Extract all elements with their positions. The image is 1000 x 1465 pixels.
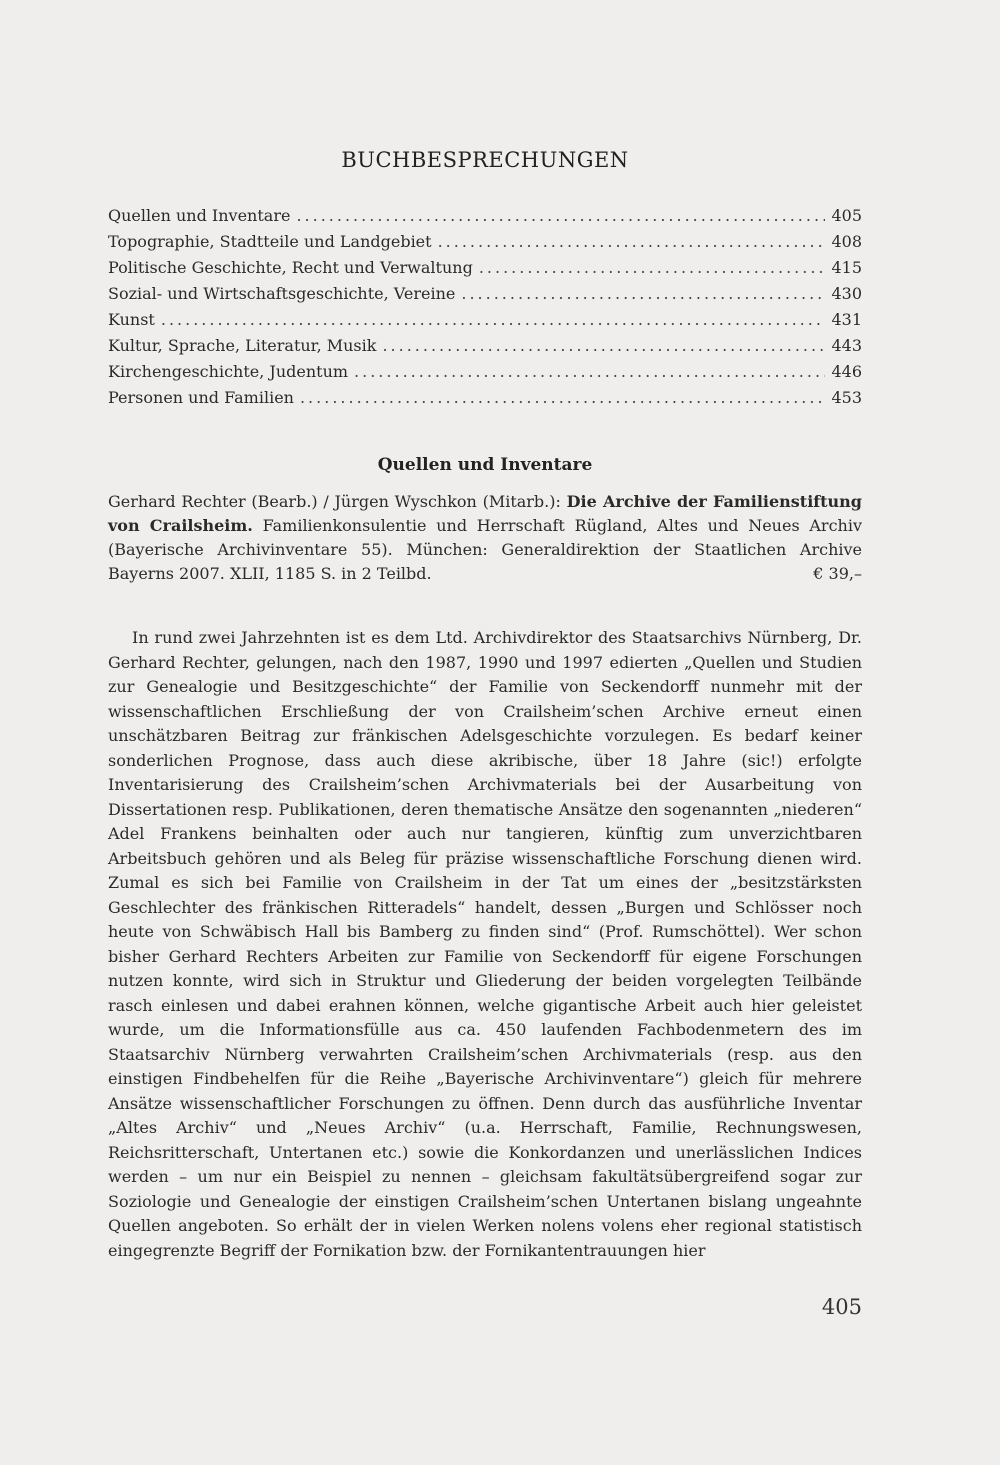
- toc-entry-page: 453: [831, 388, 862, 407]
- toc-entry-label: Sozial- und Wirtschaftsgeschichte, Vereine: [108, 284, 456, 303]
- review-citation: [108, 490, 862, 586]
- toc-entry-label: Politische Geschichte, Recht und Verwaltung: [108, 258, 473, 277]
- toc-entry: [108, 385, 862, 411]
- toc-entry-label: Kunst: [108, 310, 155, 329]
- review-body: In rund zwei Jahrzehnten ist es dem Ltd. Archivdirektor des Staatsarchivs Nürnberg, Dr. Gerhard Rechter, gelungen, nach den 1987, 1990 und 1997 edierten „Quellen und Studien zur Genealogie und Besitzgeschichte“ der Familie von Seckendorff nunmehr mit der wissenschaftlichen Erschließung der von Crailsheim’schen Archive erneut einen unschätzbaren Beitrag zur fränkischen Adelsgeschichte vorzulegen. Es bedarf keiner sonderlichen Prognose, dass auch diese akribische, über 18 Jahre (sic!) erfolgte Inventarisierung des Crailsheim’schen Archivmaterials bei der Ausarbeitung von Dissertationen resp. Publikationen, deren thematische Ansätze den sogenannten „niederen“ Adel Frankens beinhalten oder auch nur tangieren, künftig zum unverzichtbaren Arbeitsbuch gehören und als Beleg für präzise wissenschaftliche Forschung dienen wird. Zumal es sich bei Familie von Crailsheim in der Tat um eines der „besitzstärksten Geschlechter des fränkischen Ritteradels“ handelt, dessen „Burgen und Schlösser noch heute von Schwäbisch Hall bis Bamberg zu finden sind“ (Prof. Rumschöttel). Wer schon bisher Gerhard Rechters Arbeiten zur Familie von Seckendorff für eigene Forschungen nutzen konnte, wird sich in Struktur und Gliederung der beiden vorgelegten Teilbände rasch einlesen und dabei erahnen können, welche gigantische Arbeit auch hier geleistet wurde, um die Informationsfülle aus ca. 450 laufenden Fachbodenmetern des im Staatsarchiv Nürnberg verwahrten Crailsheim’schen Archivmaterials (resp. aus den einstigen Findbehelfen für die Reihe „Bayerische Archivinventare“) gleich für mehrere Ansätze wissenschaftlicher Forschungen zu öffnen. Denn durch das ausführliche Inventar „Altes Archiv“ und „Neues Archiv“ (u.a. Herrschaft, Familie, Rechnungswesen, Reichsritterschaft, Untertanen etc.) sowie die Konkordanzen und unerlässlichen Indices werden – um nur ein Beispiel zu nennen – gleichsam fakultätsübergreifend sogar zur Soziologie und Genealogie der einstigen Crailsheim’schen Untertanen bislang ungeahnte Quellen angeboten. So erhält der in vielen Werken nolens volens eher regional statistisch eingegrenzte Begriff der Fornikation bzw. der Fornikantentrauungen hier: [108, 628, 862, 1260]
- toc-leader-dots: [354, 359, 825, 385]
- section-heading: Quellen und Inventare: [377, 455, 593, 475]
- table-of-contents: [108, 203, 862, 411]
- toc-entry: [108, 281, 862, 307]
- toc-entry-label: Kirchengeschichte, Judentum: [108, 362, 349, 381]
- toc-entry: [108, 307, 862, 333]
- toc-entry-page: 405: [831, 206, 862, 225]
- page-title: BUCHBESPRECHUNGEN: [341, 148, 629, 172]
- toc-entry-label: Topographie, Stadtteile und Landgebiet: [108, 232, 432, 251]
- toc-entry-page: 430: [831, 284, 862, 303]
- toc-leader-dots: [438, 229, 826, 255]
- page-number: 405: [821, 1295, 862, 1319]
- toc-leader-dots: [161, 307, 826, 333]
- toc-entry-page: 443: [831, 336, 862, 355]
- toc-leader-dots: [300, 385, 825, 411]
- citation-details: Familienkonsulentie und Herrschaft Rügland, Altes und Neues Archiv (Bayerische Archivinventare 55). München: Generaldirektion der Staatlichen Archive Bayerns 2007. XLII, 1185 S. in 2 Teilbd.: [108, 516, 863, 583]
- toc-leader-dots: [479, 255, 826, 281]
- citation-price: € 39,–: [813, 564, 862, 583]
- toc-entry: [108, 333, 862, 359]
- toc-entry-page: 446: [831, 362, 862, 381]
- toc-entry: [108, 203, 862, 229]
- toc-entry: [108, 359, 862, 385]
- citation-book-title: Die Archive der Familienstiftung von Crailsheim.: [108, 492, 862, 535]
- toc-entry-page: 415: [831, 258, 862, 277]
- citation-authors: Gerhard Rechter (Bearb.) / Jürgen Wyschkon (Mitarb.):: [108, 492, 567, 511]
- toc-leader-dots: [382, 333, 825, 359]
- toc-entry-label: Personen und Familien: [108, 388, 294, 407]
- toc-entry-label: Kultur, Sprache, Literatur, Musik: [108, 336, 377, 355]
- toc-entry-page: 408: [831, 232, 862, 251]
- toc-entry-page: 431: [831, 310, 862, 329]
- toc-entry: [108, 255, 862, 281]
- toc-entry-label: Quellen und Inventare: [108, 206, 291, 225]
- toc-leader-dots: [296, 203, 825, 229]
- toc-leader-dots: [461, 281, 825, 307]
- toc-entry: [108, 229, 862, 255]
